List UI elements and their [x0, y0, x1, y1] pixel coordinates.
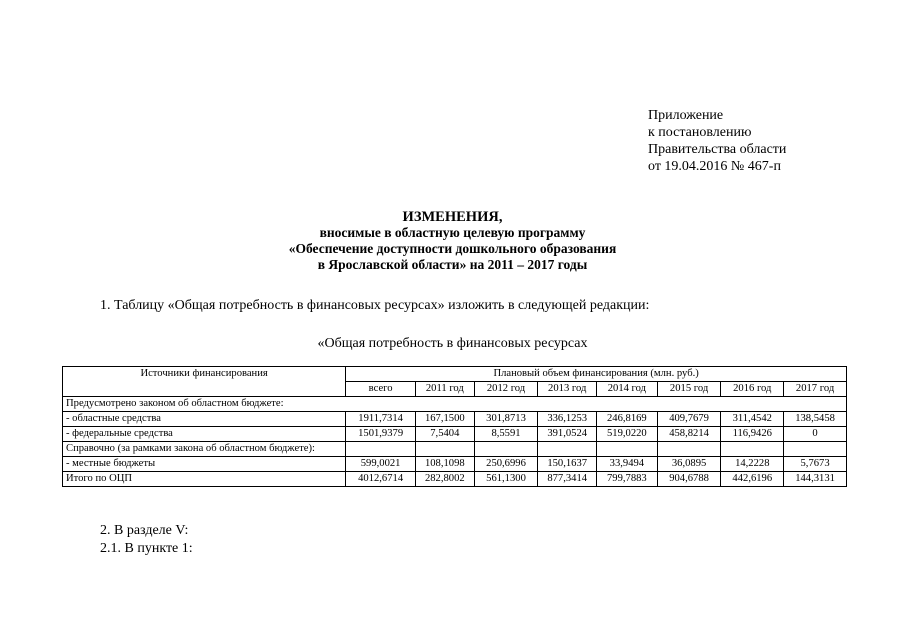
table-cell: 877,3414: [538, 472, 597, 487]
appendix-block: [648, 107, 786, 175]
row-label: - федеральные средства: [63, 427, 346, 442]
row-label: - местные бюджеты: [63, 457, 346, 472]
table-cell: 8,5591: [474, 427, 538, 442]
appendix-line-3: Правительства области: [648, 142, 787, 157]
table-cell: 116,9426: [721, 427, 784, 442]
table-cell: 36,0895: [657, 457, 721, 472]
table-cell: 5,7673: [784, 457, 847, 472]
table-section-row: [63, 442, 847, 457]
table-cell: 1911,7314: [346, 412, 416, 427]
table-cell: 0: [784, 427, 847, 442]
table-cell: 599,0021: [346, 457, 416, 472]
financing-table: [62, 366, 847, 487]
appendix-line-4: от 19.04.2016 № 467-п: [648, 159, 781, 174]
table-row: [63, 427, 847, 442]
table-cell: 138,5458: [784, 412, 847, 427]
table-cell: 442,6196: [721, 472, 784, 487]
table-cell: 561,1300: [474, 472, 538, 487]
table-cell-empty: [346, 442, 416, 457]
table-cell: 150,1637: [538, 457, 597, 472]
paragraph-2: 2. В разделе V:: [100, 523, 189, 538]
section-law-budget: Предусмотрено законом об областном бюджете:: [63, 397, 847, 412]
header-2016: 2016 год: [721, 382, 784, 397]
table-cell: 167,1500: [416, 412, 475, 427]
section-reference: Справочно (за рамками закона об областном бюджете):: [63, 442, 346, 457]
header-planned-volume: Плановый объем финансирования (млн. руб.): [346, 367, 847, 382]
table-row: [63, 457, 847, 472]
header-2017: 2017 год: [784, 382, 847, 397]
header-2012: 2012 год: [474, 382, 538, 397]
table-row-total: [63, 472, 847, 487]
table-cell-empty: [657, 442, 721, 457]
header-2015: 2015 год: [657, 382, 721, 397]
table-cell: 14,2228: [721, 457, 784, 472]
header-2014: 2014 год: [597, 382, 658, 397]
header-total: всего: [346, 382, 416, 397]
table-cell: 250,6996: [474, 457, 538, 472]
table-cell: 4012,6714: [346, 472, 416, 487]
table-row: [63, 412, 847, 427]
table-cell-empty: [784, 442, 847, 457]
heading-line-4: в Ярославской области» на 2011 – 2017 годы: [317, 257, 588, 272]
table-cell: 282,8002: [416, 472, 475, 487]
row-label: - областные средства: [63, 412, 346, 427]
table-section-row: [63, 397, 847, 412]
heading-title: ИЗМЕНЕНИЯ,: [402, 209, 503, 225]
table-cell: 33,9494: [597, 457, 658, 472]
table-cell: 7,5404: [416, 427, 475, 442]
table-cell: 301,8713: [474, 412, 538, 427]
appendix-line-2: к постановлению: [648, 125, 752, 140]
table-cell: 144,3131: [784, 472, 847, 487]
header-source: Источники финансирования: [63, 367, 346, 397]
table-cell: 246,8169: [597, 412, 658, 427]
table-cell: 391,0524: [538, 427, 597, 442]
appendix-line-1: Приложение: [648, 108, 724, 123]
paragraph-1: 1. Таблицу «Общая потребность в финансовых ресурсах» изложить в следующей редакции:: [100, 298, 650, 313]
header-2013: 2013 год: [538, 382, 597, 397]
table-cell: 458,8214: [657, 427, 721, 442]
document-heading: [150, 209, 755, 273]
paragraph-3: 2.1. В пункте 1:: [100, 541, 193, 556]
table-cell: 519,0220: [597, 427, 658, 442]
table-cell-empty: [416, 442, 475, 457]
table-cell-empty: [721, 442, 784, 457]
table-cell: 311,4542: [721, 412, 784, 427]
row-label: Итого по ОЦП: [63, 472, 346, 487]
table-cell: 1501,9379: [346, 427, 416, 442]
header-2011: 2011 год: [416, 382, 475, 397]
table-cell: 904,6788: [657, 472, 721, 487]
table-cell-empty: [538, 442, 597, 457]
table-cell: 799,7883: [597, 472, 658, 487]
heading-line-3: «Обеспечение доступности дошкольного образования: [288, 241, 617, 256]
table-cell-empty: [597, 442, 658, 457]
table-cell: 336,1253: [538, 412, 597, 427]
table-cell: 409,7679: [657, 412, 721, 427]
table-title: «Общая потребность в финансовых ресурсах: [317, 336, 588, 351]
heading-line-2: вносимые в областную целевую программу: [319, 225, 586, 240]
table-cell: 108,1098: [416, 457, 475, 472]
table-cell-empty: [474, 442, 538, 457]
